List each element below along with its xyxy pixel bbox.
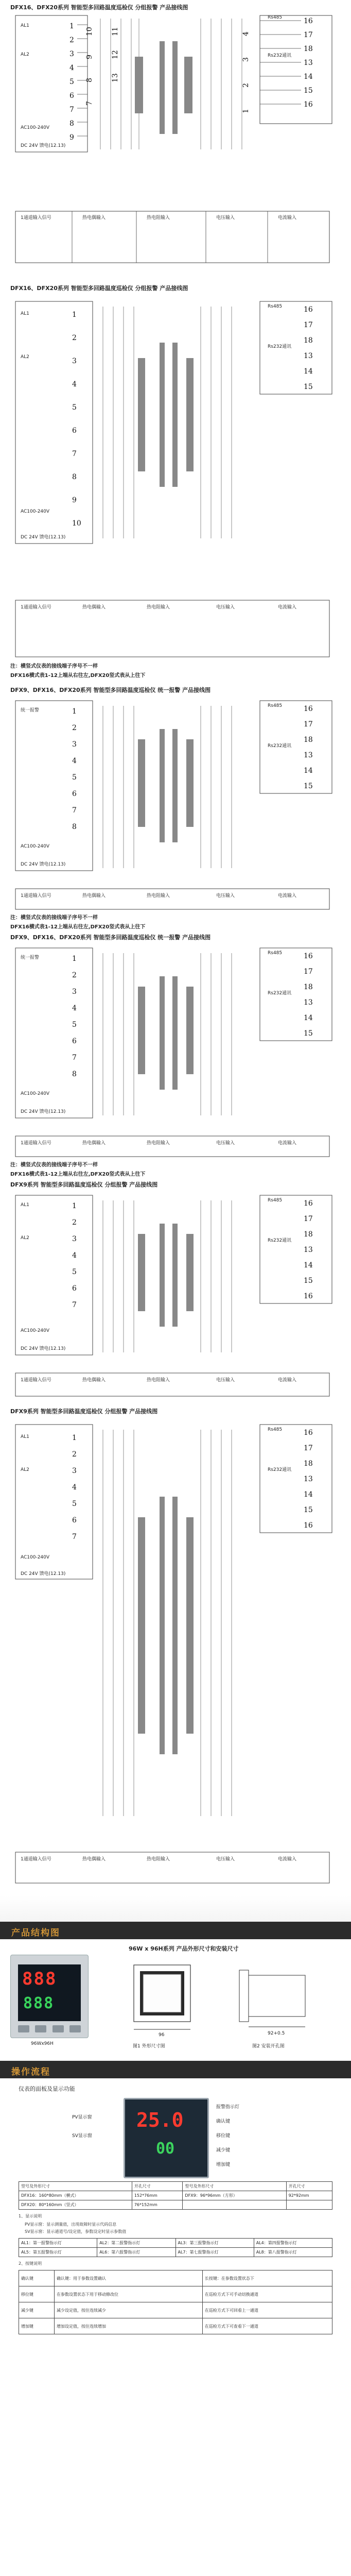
svg-text:3: 3: [72, 1467, 77, 1475]
svg-text:13: 13: [304, 59, 313, 67]
svg-text:电压输入: 电压输入: [216, 1857, 235, 1862]
table-cell: 长按键：在参数设置状态下: [202, 2270, 332, 2286]
svg-text:16: 16: [304, 705, 313, 713]
svg-text:1通道输入信号: 1通道输入信号: [21, 893, 51, 899]
page-footer-whitespace: [0, 2428, 351, 2576]
svg-text:1: 1: [72, 311, 77, 319]
svg-text:16: 16: [304, 306, 313, 314]
dim-96-label: 96: [159, 2032, 165, 2038]
table-row: [19, 2248, 332, 2257]
svg-text:13: 13: [304, 751, 313, 759]
svg-text:1: 1: [72, 707, 77, 716]
key-table: [19, 2270, 332, 2334]
table-cell: 在巡检方式下可回看上一通道: [202, 2302, 332, 2318]
svg-text:5: 5: [69, 78, 74, 86]
svg-text:3: 3: [72, 988, 77, 996]
svg-text:1通道输入信号: 1通道输入信号: [21, 1141, 51, 1146]
front-caption: 96Wx96H: [31, 2041, 54, 2046]
svg-text:8: 8: [72, 823, 77, 831]
table-cell: 76*152mm: [132, 2200, 183, 2210]
svg-text:2: 2: [72, 724, 77, 732]
svg-text:热电阻输入: 热电阻输入: [147, 215, 170, 221]
svg-text:15: 15: [304, 383, 313, 391]
svg-text:7: 7: [72, 1054, 77, 1062]
svg-text:17: 17: [304, 321, 313, 329]
svg-text:8: 8: [69, 120, 74, 128]
svg-text:AC100-240V: AC100-240V: [21, 1328, 50, 1333]
alarm-led-table: [19, 2238, 332, 2257]
svg-text:2: 2: [72, 1218, 77, 1227]
svg-text:18: 18: [304, 1230, 313, 1239]
svg-text:18: 18: [304, 983, 313, 991]
wiring-section-2: [0, 281, 351, 683]
svg-text:6: 6: [72, 1284, 77, 1293]
table-row: [19, 2191, 332, 2200]
section-warning: [10, 1161, 145, 1179]
svg-text:4: 4: [72, 380, 77, 388]
section-warning: [10, 662, 145, 681]
svg-text:16: 16: [304, 952, 313, 960]
svg-text:10: 10: [85, 27, 94, 36]
svg-text:Rs485: Rs485: [268, 951, 283, 956]
svg-text:9: 9: [85, 55, 94, 59]
table-cell: 减少设定值，按住连续减少: [55, 2302, 203, 2318]
wiring-section-4: [0, 930, 351, 1177]
svg-text:电流输入: 电流输入: [278, 893, 297, 899]
wiring-section-1: [0, 0, 351, 286]
svg-text:18: 18: [304, 45, 313, 53]
svg-text:7: 7: [69, 106, 74, 114]
svg-text:AL1: AL1: [21, 311, 29, 316]
svg-text:7: 7: [72, 1301, 77, 1309]
svg-text:5: 5: [72, 1021, 77, 1029]
operation-section: [0, 2078, 351, 2428]
svg-text:AL1: AL1: [21, 1434, 29, 1439]
callout-up-key: 增加键: [216, 2162, 231, 2167]
svg-text:DC 24V 馈电(12.13): DC 24V 馈电(12.13): [21, 1346, 66, 1351]
svg-text:1: 1: [69, 22, 74, 30]
svg-text:14: 14: [304, 367, 313, 376]
product-structure-section: [0, 1939, 351, 2061]
svg-text:16: 16: [304, 1429, 313, 1437]
section-title: DFX16、DFX20系列 智能型多回路温度巡检仪 分组报警 产品接线图: [10, 285, 188, 292]
svg-text:3: 3: [69, 50, 74, 58]
svg-text:热电阻输入: 热电阻输入: [147, 605, 170, 610]
table-header-row: [19, 2182, 332, 2191]
fig1-caption: 图1 外形尺寸图: [133, 2044, 165, 2049]
svg-text:DC 24V 馈电(12.13): DC 24V 馈电(12.13): [21, 143, 66, 148]
table-cell: AL7：第七报警指示灯: [176, 2248, 254, 2257]
table-cell: 确认键: [19, 2270, 55, 2286]
section-title: DFX9系列 智能型多回路温度巡检仪 分组报警 产品接线图: [10, 1181, 158, 1188]
svg-text:16: 16: [304, 1292, 313, 1300]
svg-text:统一报警: 统一报警: [21, 708, 40, 713]
svg-text:电流输入: 电流输入: [278, 1857, 297, 1862]
pv-display: 25.0: [136, 2109, 184, 2131]
wiring-section-6: [0, 1404, 351, 1896]
table-cell: 增加键: [19, 2318, 55, 2334]
svg-text:电压输入: 电压输入: [216, 215, 235, 221]
svg-text:7: 7: [72, 450, 77, 458]
section-1-title: 1、显示说明: [19, 2214, 42, 2218]
svg-text:4: 4: [242, 31, 250, 36]
svg-text:1通道输入信号: 1通道输入信号: [21, 215, 51, 221]
svg-text:15: 15: [304, 1277, 313, 1285]
table-header: 型号及外形尺寸: [19, 2182, 132, 2191]
svg-text:16: 16: [304, 17, 313, 25]
svg-text:6: 6: [72, 427, 77, 435]
svg-text:热电阻输入: 热电阻输入: [147, 893, 170, 899]
svg-text:8: 8: [72, 473, 77, 481]
table-row: [19, 2239, 332, 2248]
svg-text:电流输入: 电流输入: [278, 1141, 297, 1146]
svg-text:AC100-240V: AC100-240V: [21, 1555, 50, 1560]
banner-title: 操作流程: [11, 2067, 50, 2077]
svg-text:3: 3: [72, 1235, 77, 1243]
svg-text:18: 18: [304, 1460, 313, 1468]
svg-text:DC 24V 馈电(12.13): DC 24V 馈电(12.13): [21, 1109, 66, 1114]
svg-text:13: 13: [111, 73, 119, 82]
sv-display: 888: [23, 1994, 55, 2012]
table-cell: AL8：第八报警指示灯: [254, 2248, 332, 2257]
svg-text:12: 12: [111, 50, 119, 59]
svg-text:1: 1: [72, 1434, 77, 1442]
callout-sv: SV显示窗: [72, 2133, 92, 2139]
table-cell: AL5：第五报警指示灯: [19, 2248, 97, 2257]
key-set[interactable]: [18, 2025, 29, 2032]
table-cell: AL2：第二报警指示灯: [97, 2239, 176, 2248]
key-up[interactable]: [69, 2025, 81, 2032]
svg-text:电压输入: 电压输入: [216, 1378, 235, 1383]
section-divider: [0, 1896, 351, 1922]
table-cell: [286, 2200, 332, 2210]
wiring-diagram: [0, 1177, 351, 1404]
svg-text:16: 16: [304, 1199, 313, 1208]
wiring-section-3: [0, 683, 351, 930]
svg-text:Rs232通讯: Rs232通讯: [268, 1467, 292, 1472]
svg-text:6: 6: [72, 1037, 77, 1045]
svg-text:10: 10: [72, 519, 81, 528]
svg-text:电压输入: 电压输入: [216, 893, 235, 899]
svg-text:AC100-240V: AC100-240V: [21, 1091, 50, 1096]
table-cell: 在参数设置状态下用于移动修改位: [55, 2286, 203, 2302]
table-cell: AL6：第六报警指示灯: [97, 2248, 176, 2257]
svg-text:8: 8: [72, 1070, 77, 1078]
svg-text:统一报警: 统一报警: [21, 955, 40, 960]
table-cell: 移位键: [19, 2286, 55, 2302]
key-shift[interactable]: [35, 2025, 46, 2032]
section-title: DFX9系列 智能型多回路温度巡检仪 分组报警 产品接线图: [10, 1408, 158, 1415]
svg-text:DC 24V 馈电(12.13): DC 24V 馈电(12.13): [21, 862, 66, 867]
table-header: 型号及外形尺寸: [183, 2182, 286, 2191]
svg-text:17: 17: [304, 1444, 313, 1452]
svg-text:Rs485: Rs485: [268, 15, 283, 20]
svg-text:AC100-240V: AC100-240V: [21, 844, 50, 849]
wiring-diagram: [0, 1404, 351, 1896]
warning-line: DFX16横式表1-12上端从右往左,DFX20竖式表从上往下: [10, 673, 146, 679]
svg-text:5: 5: [72, 773, 77, 782]
warning-line: DFX16横式表1-12上端从右往左,DFX20竖式表从上往下: [10, 924, 146, 930]
svg-text:14: 14: [304, 1014, 313, 1022]
svg-text:Rs232通讯: Rs232通讯: [268, 743, 292, 749]
svg-text:热电偶输入: 热电偶输入: [82, 605, 106, 610]
svg-text:8: 8: [85, 78, 94, 82]
table-row: [19, 2286, 332, 2302]
operation-banner: [0, 2061, 351, 2078]
svg-text:AC100-240V: AC100-240V: [21, 509, 50, 514]
table-cell: AL1：第一报警指示灯: [19, 2239, 97, 2248]
svg-text:6: 6: [69, 92, 74, 100]
fig2-caption: 图2 安装开孔图: [252, 2044, 285, 2049]
svg-text:4: 4: [72, 1004, 77, 1012]
callout-alarm-led: 报警指示灯: [216, 2105, 240, 2110]
svg-text:1: 1: [72, 955, 77, 963]
section-title: DFX9、DFX16、DFX20系列 智能型多回路温度巡检仪 统一报警 产品接线图: [10, 934, 211, 941]
svg-text:18: 18: [304, 736, 313, 744]
svg-text:16: 16: [304, 100, 313, 109]
svg-text:14: 14: [304, 1261, 313, 1269]
svg-text:电流输入: 电流输入: [278, 1378, 297, 1383]
banner-title: 产品结构图: [11, 1928, 60, 1938]
pv-description: PV显示窗：显示测量值，出现故障时显示代码信息: [25, 2222, 117, 2227]
svg-text:4: 4: [69, 64, 74, 72]
svg-text:16: 16: [304, 1521, 313, 1530]
svg-text:13: 13: [304, 352, 313, 360]
section-title: DFX9、DFX16、DFX20系列 智能型多回路温度巡检仪 统一报警 产品接线图: [10, 687, 211, 693]
svg-text:17: 17: [304, 1215, 313, 1223]
table-cell: 152*76mm: [132, 2191, 183, 2200]
svg-text:热电偶输入: 热电偶输入: [82, 893, 106, 899]
sv-display: 00: [156, 2140, 175, 2158]
table-cell: DFX9：96*96mm（方形）: [183, 2191, 286, 2200]
svg-text:AL2: AL2: [21, 354, 29, 360]
svg-text:5: 5: [72, 403, 77, 412]
svg-text:热电偶输入: 热电偶输入: [82, 1857, 106, 1862]
svg-text:Rs232通讯: Rs232通讯: [268, 991, 292, 996]
svg-text:2: 2: [72, 1450, 77, 1459]
svg-text:13: 13: [304, 998, 313, 1007]
svg-text:17: 17: [304, 968, 313, 976]
wiring-diagram: [0, 0, 351, 286]
svg-text:1通道输入信号: 1通道输入信号: [21, 1378, 51, 1383]
callouts-left: [72, 2108, 92, 2145]
svg-text:92+0.5: 92+0.5: [268, 2031, 285, 2036]
svg-text:17: 17: [304, 720, 313, 728]
display-window: [18, 1964, 81, 2021]
callout-confirm-key: 确认键: [216, 2119, 231, 2124]
table-header: 开孔尺寸: [132, 2182, 183, 2191]
svg-text:热电阻输入: 热电阻输入: [147, 1378, 170, 1383]
svg-text:热电偶输入: 热电偶输入: [82, 1141, 106, 1146]
svg-text:13: 13: [304, 1475, 313, 1483]
table-cell: 增加设定值，按住连续增加: [55, 2318, 203, 2334]
svg-text:2: 2: [72, 334, 77, 342]
svg-text:Rs485: Rs485: [268, 703, 283, 708]
svg-text:AL1: AL1: [21, 1202, 29, 1208]
panel-keys: [18, 2025, 81, 2033]
callouts-right: [216, 2100, 239, 2172]
table-row: [19, 2318, 332, 2334]
dimension-title: 96W x 96H系列 产品外形尺寸和安装尺寸: [129, 1945, 239, 1952]
svg-text:7: 7: [85, 101, 94, 106]
svg-text:14: 14: [304, 73, 313, 81]
svg-text:13: 13: [304, 1246, 313, 1254]
svg-text:15: 15: [304, 1506, 313, 1514]
table-row: [19, 2200, 332, 2210]
svg-text:14: 14: [304, 767, 313, 775]
svg-text:AC100-240V: AC100-240V: [21, 125, 50, 130]
svg-text:AL2: AL2: [21, 1467, 29, 1472]
table-cell: AL4：第四报警指示灯: [254, 2239, 332, 2248]
svg-text:14: 14: [304, 1490, 313, 1499]
svg-text:热电偶输入: 热电偶输入: [82, 215, 106, 221]
svg-text:15: 15: [304, 87, 313, 95]
svg-text:电压输入: 电压输入: [216, 605, 235, 610]
svg-text:电压输入: 电压输入: [216, 1141, 235, 1146]
svg-text:Rs485: Rs485: [268, 1198, 283, 1203]
svg-text:2: 2: [242, 83, 250, 88]
warning-line: 注：横竖式仪表的接线端子序号不一样: [10, 915, 98, 921]
svg-text:热电偶输入: 热电偶输入: [82, 1378, 106, 1383]
svg-text:4: 4: [72, 1483, 77, 1492]
svg-text:3: 3: [72, 357, 77, 365]
warning-line: DFX16横式表1-12上端从右往左,DFX20竖式表从上往下: [10, 1172, 146, 1177]
svg-text:9: 9: [69, 133, 74, 142]
svg-text:Rs232通讯: Rs232通讯: [268, 53, 292, 58]
svg-text:3: 3: [72, 740, 77, 749]
svg-text:电流输入: 电流输入: [278, 605, 297, 610]
section-title: DFX16、DFX20系列 智能型多回路温度巡检仪 分组报警 产品接线图: [10, 4, 188, 11]
table-cell: 在巡检方式下可查看下一通道: [202, 2318, 332, 2334]
svg-text:Rs485: Rs485: [268, 304, 283, 309]
svg-text:1: 1: [72, 1202, 77, 1210]
svg-text:18: 18: [304, 336, 313, 345]
svg-text:AL2: AL2: [21, 52, 29, 57]
svg-text:DC 24V 馈电(12.13): DC 24V 馈电(12.13): [21, 535, 66, 540]
wiring-diagram: [0, 930, 351, 1177]
operation-intro: 仪表的面板及显示功能: [19, 2086, 75, 2092]
section-warning: [10, 913, 145, 932]
svg-text:Rs232通讯: Rs232通讯: [268, 1238, 292, 1243]
svg-text:6: 6: [72, 790, 77, 798]
warning-line: 注：横竖式仪表的接线端子序号不一样: [10, 664, 98, 669]
svg-text:4: 4: [72, 757, 77, 765]
table-cell: 92*92mm: [286, 2191, 332, 2200]
product-structure-banner: [0, 1922, 351, 1939]
panel-diagram: [124, 2098, 209, 2178]
svg-text:15: 15: [304, 1029, 313, 1038]
table-cell: 确认键：用于参数设置确认: [55, 2270, 203, 2286]
svg-text:2: 2: [72, 971, 77, 979]
svg-text:AL2: AL2: [21, 1235, 29, 1241]
callout-shift-key: 移位键: [216, 2133, 231, 2139]
section-2-title: 2、按键说明: [19, 2261, 42, 2266]
svg-text:热电阻输入: 热电阻输入: [147, 1141, 170, 1146]
pv-display: 888: [22, 1969, 57, 1989]
callout-pv: PV显示窗: [72, 2115, 92, 2120]
instrument-front-image: [10, 1955, 89, 2038]
key-down[interactable]: [52, 2025, 64, 2032]
table-row: [19, 2270, 332, 2286]
svg-text:3: 3: [242, 57, 250, 62]
table-cell: DFX20：80*160mm（竖式）: [19, 2200, 132, 2210]
svg-text:DC 24V 馈电(12.13): DC 24V 馈电(12.13): [21, 1571, 66, 1577]
warning-line: 注：横竖式仪表的接线端子序号不一样: [10, 1162, 98, 1168]
table-cell: [183, 2200, 286, 2210]
wiring-diagram: [0, 281, 351, 683]
table-header: 开孔尺寸: [286, 2182, 332, 2191]
size-table: [19, 2181, 332, 2210]
sv-description: SV显示窗：显示通道号/设定值，参数设定时显示参数值: [25, 2229, 127, 2234]
svg-text:AL1: AL1: [21, 23, 29, 28]
svg-text:7: 7: [72, 806, 77, 815]
wiring-section-5: [0, 1177, 351, 1404]
svg-text:15: 15: [304, 782, 313, 790]
svg-text:7: 7: [72, 1533, 77, 1541]
svg-text:Rs485: Rs485: [268, 1427, 283, 1432]
svg-text:17: 17: [304, 31, 313, 39]
table-cell: DFX16：160*80mm（横式）: [19, 2191, 132, 2200]
svg-text:5: 5: [72, 1268, 77, 1276]
svg-text:1通道输入信号: 1通道输入信号: [21, 605, 51, 610]
svg-text:4: 4: [72, 1251, 77, 1260]
wiring-diagram: [0, 683, 351, 930]
callout-down-key: 减少键: [216, 2148, 231, 2153]
svg-text:2: 2: [69, 36, 74, 44]
table-row: [19, 2302, 332, 2318]
svg-text:电流输入: 电流输入: [278, 215, 297, 221]
svg-text:1: 1: [242, 109, 250, 113]
table-cell: AL3：第三报警指示灯: [176, 2239, 254, 2248]
svg-text:Rs232通讯: Rs232通讯: [268, 344, 292, 349]
table-cell: 减少键: [19, 2302, 55, 2318]
svg-text:5: 5: [72, 1500, 77, 1508]
svg-text:9: 9: [72, 496, 77, 504]
svg-text:11: 11: [111, 27, 119, 36]
table-cell: 在巡检方式下可手动切换通道: [202, 2286, 332, 2302]
svg-text:1通道输入信号: 1通道输入信号: [21, 1857, 51, 1862]
svg-text:6: 6: [72, 1516, 77, 1524]
svg-text:热电阻输入: 热电阻输入: [147, 1857, 170, 1862]
